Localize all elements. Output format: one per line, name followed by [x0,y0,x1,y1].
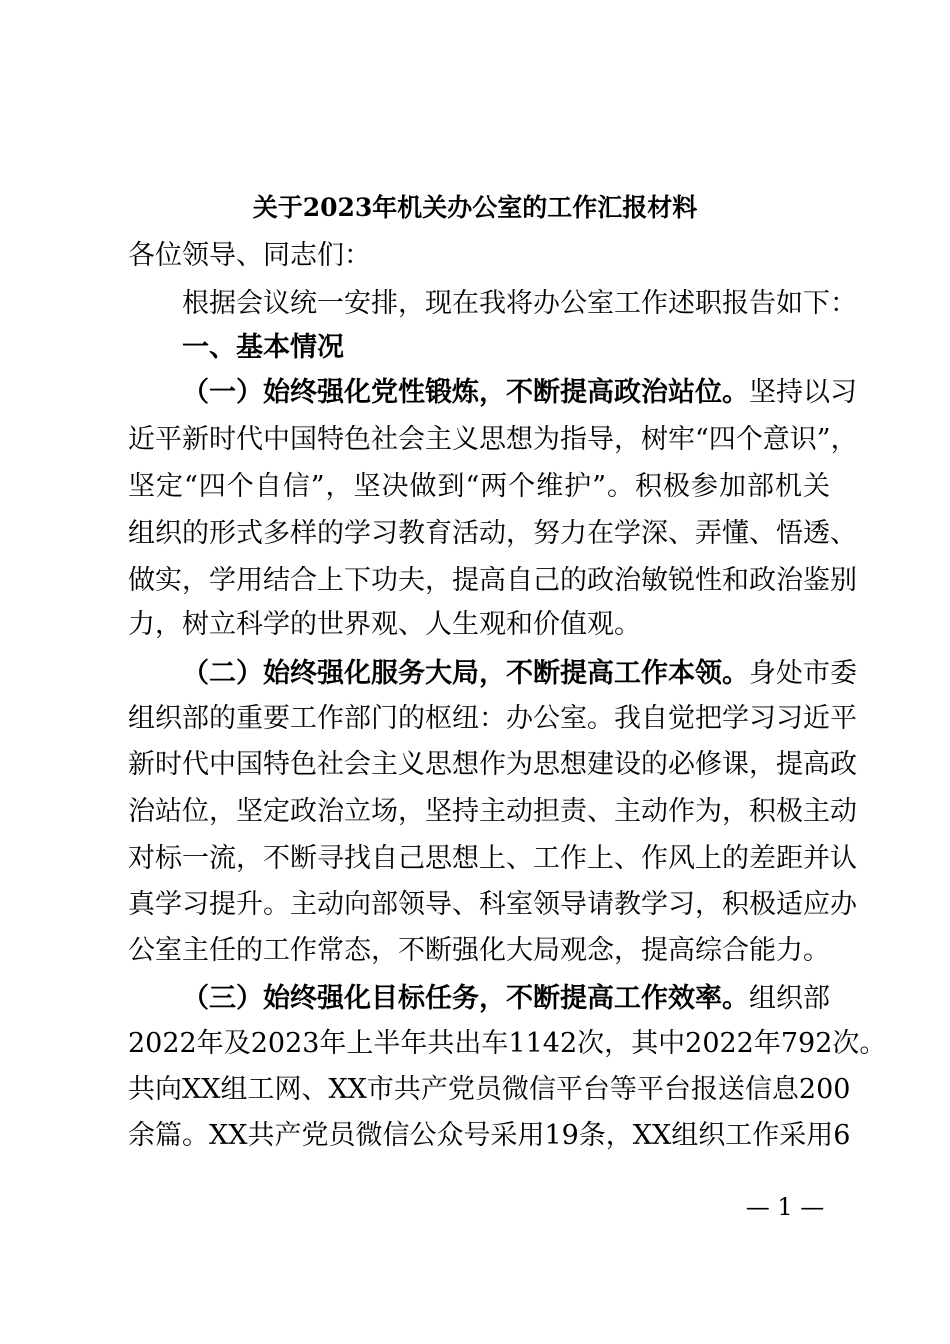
paragraph-1-line: 做实，学用结合上下功夫，提高自己的政治敏锐性和政治鉴别 [128,565,857,596]
paragraph-1-line: 坚定“四个自信”，坚决做到“两个维护”。积极参加部机关 [128,471,830,502]
paragraph-2-line: 真学习提升。主动向部领导、科室领导请教学习，积极适应办 [128,889,857,920]
salutation: 各位领导、同志们： [128,240,371,271]
paragraph-2-lead: （二）始终强化服务大局，不断提高工作本领。 [182,658,749,689]
paragraph-1-line: 组织的形式多样的学习教育活动，努力在学深、弄懂、悟透、 [128,518,857,549]
paragraph-2-line-1-rest: 身处市委 [749,658,857,689]
page-number: — 1 — [745,1193,825,1221]
paragraph-3-line: 共向XX组工网、XX市共产党员微信平台等平台报送信息200 [128,1074,851,1105]
paragraph-3-line: 余篇。XX共产党员微信公众号采用19条，XX组织工作采用6 [128,1120,851,1151]
intro-paragraph: 根据会议统一安排，现在我将办公室工作述职报告如下： [182,288,857,319]
section-heading-basic-situation: 一、基本情况 [182,332,344,363]
paragraph-2-line: 治站位，坚定政治立场，坚持主动担责、主动作为，积极主动 [128,796,857,827]
paragraph-1-line: 力，树立科学的世界观、人生观和价值观。 [128,609,641,640]
paragraph-3-lead: （三）始终强化目标任务，不断提高工作效率。 [182,983,749,1014]
paragraph-2-line: 公室主任的工作常态，不断强化大局观念，提高综合能力。 [128,935,830,966]
paragraph-2-line: 新时代中国特色社会主义思想作为思想建设的必修课，提高政 [128,749,857,780]
paragraph-1-line: 近平新时代中国特色社会主义思想为指导，树牢“四个意识”， [128,424,858,455]
paragraph-1-lead: （一）始终强化党性锻炼，不断提高政治站位。 [182,377,749,408]
document-title: 关于2023年机关办公室的工作汇报材料 [252,193,698,222]
paragraph-3-line: 2022年及2023年上半年共出车1142次，其中2022年792次。 [128,1028,887,1059]
paragraph-3-line-1-rest: 组织部 [749,983,830,1014]
paragraph-3-line-1 [182,979,830,1019]
paragraph-1-line-1-rest: 坚持以习 [749,377,857,408]
paragraph-2-line: 组织部的重要工作部门的枢纽：办公室。我自觉把学习习近平 [128,703,857,734]
paragraph-2-line-1 [182,654,857,694]
paragraph-2-line: 对标一流，不断寻找自己思想上、工作上、作风上的差距并认 [128,843,857,874]
paragraph-1-line-1 [182,373,857,413]
